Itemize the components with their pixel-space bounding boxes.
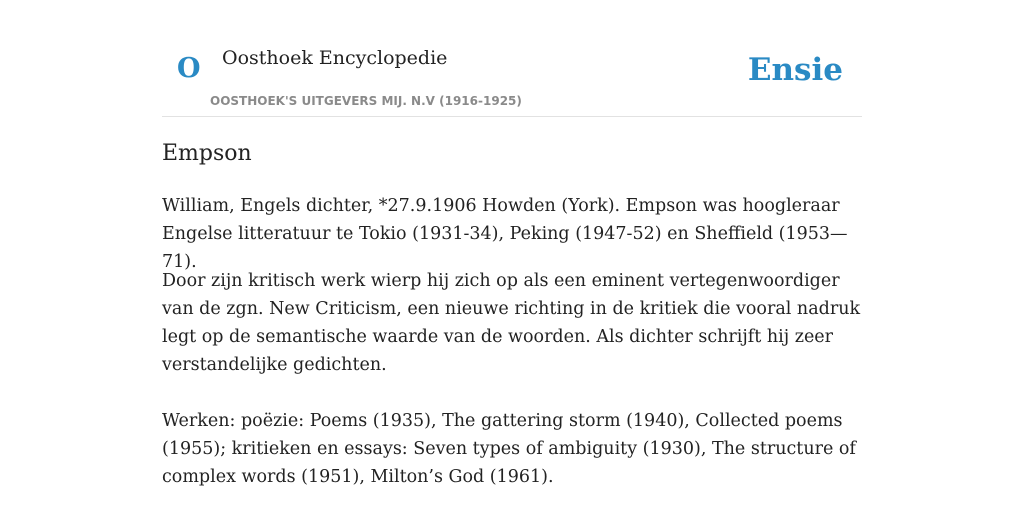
site-header	[162, 0, 862, 117]
entry-paragraph-works: Werken: poëzie: Poems (1935), The gattering storm (1940), Collected poems (1955); kritieken en essays: Seven types of ambiguity (1930), The structure of complex words (1951), Milton’s God (1961).	[162, 411, 856, 487]
site-title[interactable]: Oosthoek Encyclopedie	[222, 47, 448, 69]
entry-paragraph-criticism: Door zijn kritisch werk wierp hij zich op als een eminent vertegenwoordiger van de zgn. New Criticism, een nieuwe richting in de kritiek die vooral nadruk legt op de semantische waarde van de woorden. Als dichter schrijft hij zeer verstandelijke gedichten.	[162, 271, 861, 375]
entry-paragraph-biography: William, Engels dichter, *27.9.1906 Howden (York). Empson was hoogleraar Engelse litteratuur te Tokio (1931-34), Peking (1947-52) en Sheffield (1953—71).	[162, 196, 848, 272]
publisher-subtitle: OOSTHOEK'S UITGEVERS MIJ. N.V (1916-1925)	[210, 94, 522, 108]
entry-title: Empson	[162, 141, 252, 166]
logo-icon[interactable]: O	[177, 53, 201, 84]
brand-logo[interactable]: Ensie	[747, 52, 843, 88]
page	[162, 0, 862, 512]
